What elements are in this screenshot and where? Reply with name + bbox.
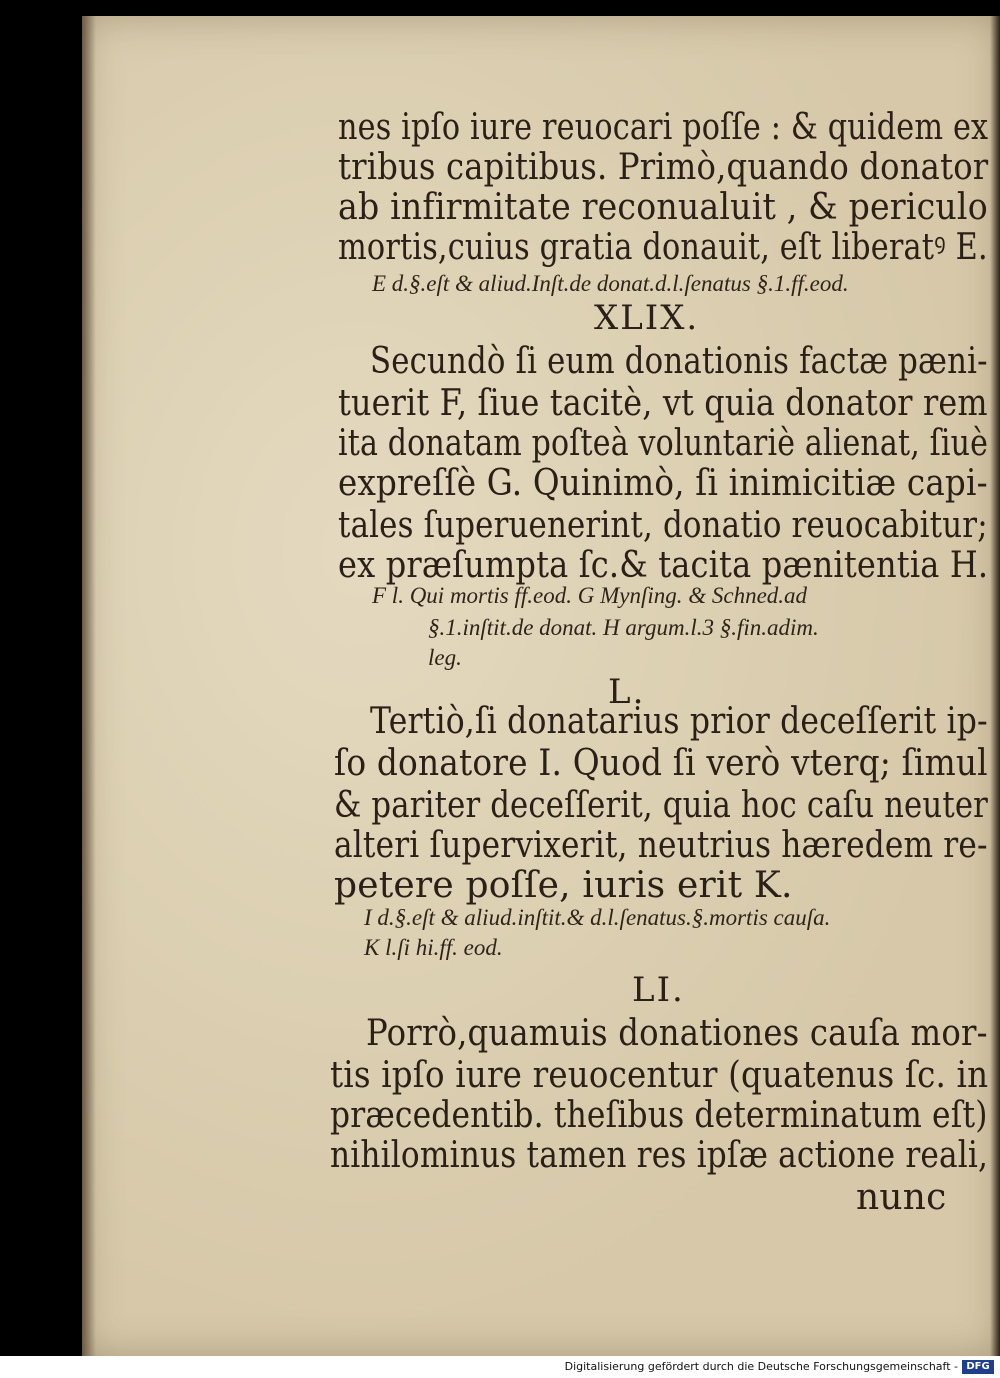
footnote-line: leg.: [428, 645, 462, 670]
text-line: & pariter deceſſerit, quia hoc caſu neuter: [334, 785, 989, 826]
credit-text: Digitalisierung gefördert durch die Deutsche Forschungsgemeinschaft -: [564, 1360, 958, 1373]
footnote-line: §.1.inſtit.de donat. H argum.l.3 §.fin.adim.: [428, 615, 819, 640]
dfg-logo: DFG: [962, 1360, 994, 1374]
text-line: mortis,cuius gratia donauit, eſt liberatꝰ E.: [338, 227, 988, 268]
page-right-edge: [990, 16, 1000, 1356]
section-heading: L.: [608, 672, 646, 712]
text-line: Secundò ſi eum donationis factæ pæni-: [370, 341, 988, 382]
text-line: tuerit F, ſiue tacitè, vt quia donator rem: [338, 383, 988, 424]
text-line: ſo donatore I. Quod ſi verò vterq; ſimul: [334, 743, 988, 784]
text-line: nes ipſo iure reuocari poſſe : & quidem ex: [338, 107, 989, 148]
text-line: expreſſè G. Quinimò, ſi inimicitiæ capi-: [338, 463, 988, 504]
text-line: ex præſumpta ſc.& tacita pænitentia H.: [338, 545, 989, 586]
section-heading: XLIX.: [594, 298, 700, 338]
footnote-line: E d.§.eſt & aliud.Inſt.de donat.d.l.ſenatus §.1.ff.eod.: [372, 271, 849, 296]
footnote-line: I d.§.eſt & aliud.inſtit.& d.l.ſenatus.§.mortis cauſa.: [364, 905, 831, 930]
text-line: ita donatam poſteà voluntariè alienat, ſiuè: [338, 423, 989, 464]
text-line: nihilominus tamen res ipſæ actione reali,: [330, 1135, 989, 1176]
page-gutter-shadow: [82, 16, 96, 1356]
footnote-line: F l. Qui mortis ff.eod. G Mynſing. & Schned.ad: [372, 583, 808, 608]
catchword: nunc: [856, 1177, 947, 1218]
section-heading: LI.: [632, 970, 685, 1010]
text-line: præcedentib. theſibus determinatum eſt): [330, 1095, 988, 1136]
text-line: tis ipſo iure reuocentur (quatenus ſc. in: [330, 1055, 989, 1096]
text-line: tribus capitibus. Primò,quando donator: [338, 147, 989, 188]
text-line: tales ſuperuenerint, donatio reuocabitur;: [338, 505, 988, 546]
text-line: petere poſſe, iuris erit K.: [334, 865, 793, 906]
digitization-credit-bar: [0, 1356, 1000, 1378]
text-line: alteri ſupervixerit, neutrius hæredem re-: [334, 825, 988, 866]
text-line: ab infirmitate reconualuit , & periculo: [338, 187, 988, 228]
text-line: Tertiò,ſi donatarius prior deceſſerit ip-: [370, 701, 988, 742]
text-line: Porrò,quamuis donationes cauſa mor-: [366, 1013, 988, 1054]
footnote-line: K l.ſi hi.ff. eod.: [364, 935, 503, 960]
